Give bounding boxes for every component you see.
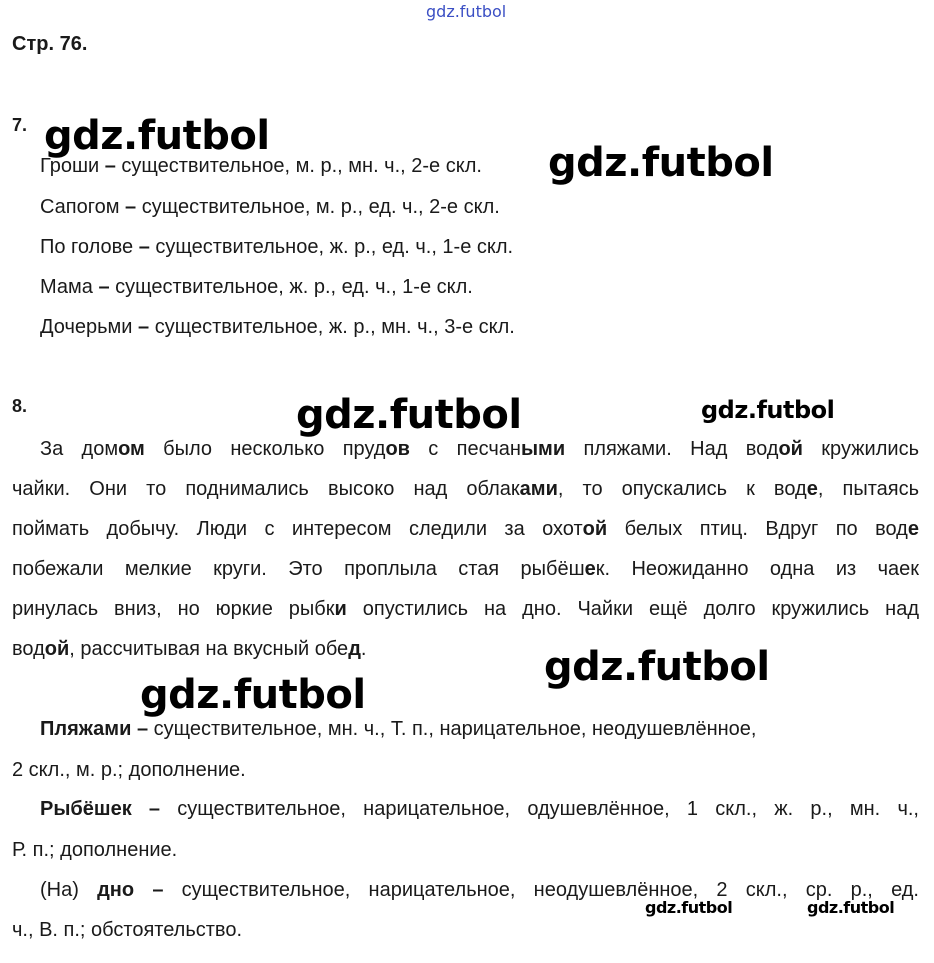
analysis-text: существительное, мн. ч., Т. п., нарицательное, неодушевлённое, <box>148 718 757 740</box>
text-fragment: . <box>360 638 367 660</box>
text-line <box>12 477 919 501</box>
analysis-text: существительное, нарицательное, одушевлённое, 1 скл., ж. р., мн. ч., <box>160 798 919 820</box>
task-7-number: 7. <box>12 115 28 135</box>
row-word: По голове <box>40 236 134 258</box>
text-fragment: , рассчитывая на вкусный обе <box>69 638 349 660</box>
watermark: gdz.futbol <box>140 672 366 718</box>
watermark: gdz.futbol <box>44 113 270 159</box>
analysis-entry <box>40 797 919 821</box>
row-description: существительное, ж. р., мн. ч., 3-е скл. <box>154 316 515 338</box>
watermark: gdz.futbol <box>807 898 895 917</box>
watermark: gdz.futbol <box>544 644 770 690</box>
text-fragment: пляжами. Над вод <box>565 438 779 460</box>
highlighted-ending: ами <box>519 478 558 500</box>
analysis-dash: – <box>131 798 161 820</box>
text-fragment: чайки. Они то поднимались высоко над облак <box>12 478 520 500</box>
highlighted-ending: ой <box>582 518 608 540</box>
text-fragment: кружились <box>802 438 919 460</box>
analysis-term: Рыбёшек <box>40 798 132 820</box>
analysis-continuation: 2 скл., м. р.; дополнение. <box>12 759 246 781</box>
analysis-continuation: Р. п.; дополнение. <box>12 839 178 861</box>
analysis-entry <box>40 717 756 741</box>
highlighted-ending: е <box>806 478 818 500</box>
text-line <box>12 557 919 581</box>
row-dash: – <box>119 196 142 218</box>
text-fragment: , пытаясь <box>817 478 919 500</box>
task-8-number: 8. <box>12 396 28 416</box>
watermark: gdz.futbol <box>548 140 774 186</box>
highlighted-ending: ыми <box>520 438 566 460</box>
text-fragment: было несколько пруд <box>144 438 386 460</box>
task-7-row <box>40 275 473 299</box>
highlighted-ending: ой <box>778 438 803 460</box>
row-description: существительное, м. р., ед. ч., 2-е скл. <box>141 196 500 218</box>
highlighted-ending: ой <box>44 638 70 660</box>
highlighted-ending: е <box>907 518 919 540</box>
row-word: Мама <box>40 276 93 298</box>
text-fragment: белых птиц. Вдруг по вод <box>607 518 908 540</box>
row-description: существительное, ж. р., ед. ч., 1-е скл. <box>115 276 473 298</box>
analysis-term: Пляжами <box>40 718 132 740</box>
highlighted-ending: е <box>584 558 596 580</box>
watermark: gdz.futbol <box>701 396 835 424</box>
text-fragment: побежали мелкие круги. Это проплыла стая рыбёш <box>12 558 585 580</box>
task-7-row <box>40 195 500 219</box>
text-fragment: опустились на дно. Чайки ещё долго кружились над <box>346 598 919 620</box>
task-7-row <box>40 235 513 259</box>
text-fragment: с песчан <box>409 438 521 460</box>
row-description: существительное, м. р., мн. ч., 2-е скл. <box>121 155 482 177</box>
row-dash: – <box>132 316 155 338</box>
analysis-dash: – <box>131 718 149 740</box>
text-line <box>12 517 919 541</box>
page-label: Стр. 76. <box>12 33 88 55</box>
row-word: Дочерьми <box>40 316 133 338</box>
row-dash: – <box>99 155 122 177</box>
analysis-continuation: ч., В. п.; обстоятельство. <box>12 919 243 941</box>
watermark: gdz.futbol <box>645 898 733 917</box>
analysis-entry <box>40 878 919 902</box>
text-line <box>12 597 919 621</box>
row-word: Сапогом <box>40 196 120 218</box>
text-fragment: к. Неожиданно одна из чаек <box>595 558 919 580</box>
text-fragment: За дом <box>40 438 119 460</box>
watermark: gdz.futbol <box>296 392 522 438</box>
highlighted-ending: д <box>348 638 361 660</box>
text-fragment: ринулась вниз, но юркие рыбк <box>12 598 335 620</box>
text-fragment: , то опускались к вод <box>557 478 807 500</box>
row-dash: – <box>133 236 156 258</box>
row-dash: – <box>92 276 116 298</box>
text-line <box>40 437 919 461</box>
text-line <box>12 637 366 661</box>
row-word: Гроши <box>40 155 100 177</box>
highlighted-ending: и <box>334 598 347 620</box>
task-7-row <box>40 315 515 339</box>
analysis-term: дно <box>97 879 135 901</box>
analysis-prefix: (На) <box>40 879 98 901</box>
text-fragment: вод <box>12 638 45 660</box>
analysis-text: существительное, нарицательное, неодушевлённое, 2 скл., ср. р., ед. <box>163 879 919 901</box>
highlighted-ending: ом <box>118 438 145 460</box>
analysis-dash: – <box>134 879 164 901</box>
highlighted-ending: ов <box>385 438 410 460</box>
text-fragment: поймать добычу. Люди с интересом следили за охот <box>12 518 583 540</box>
top-site-watermark[interactable]: gdz.futbol <box>426 2 507 21</box>
row-description: существительное, ж. р., ед. ч., 1-е скл. <box>155 236 514 258</box>
